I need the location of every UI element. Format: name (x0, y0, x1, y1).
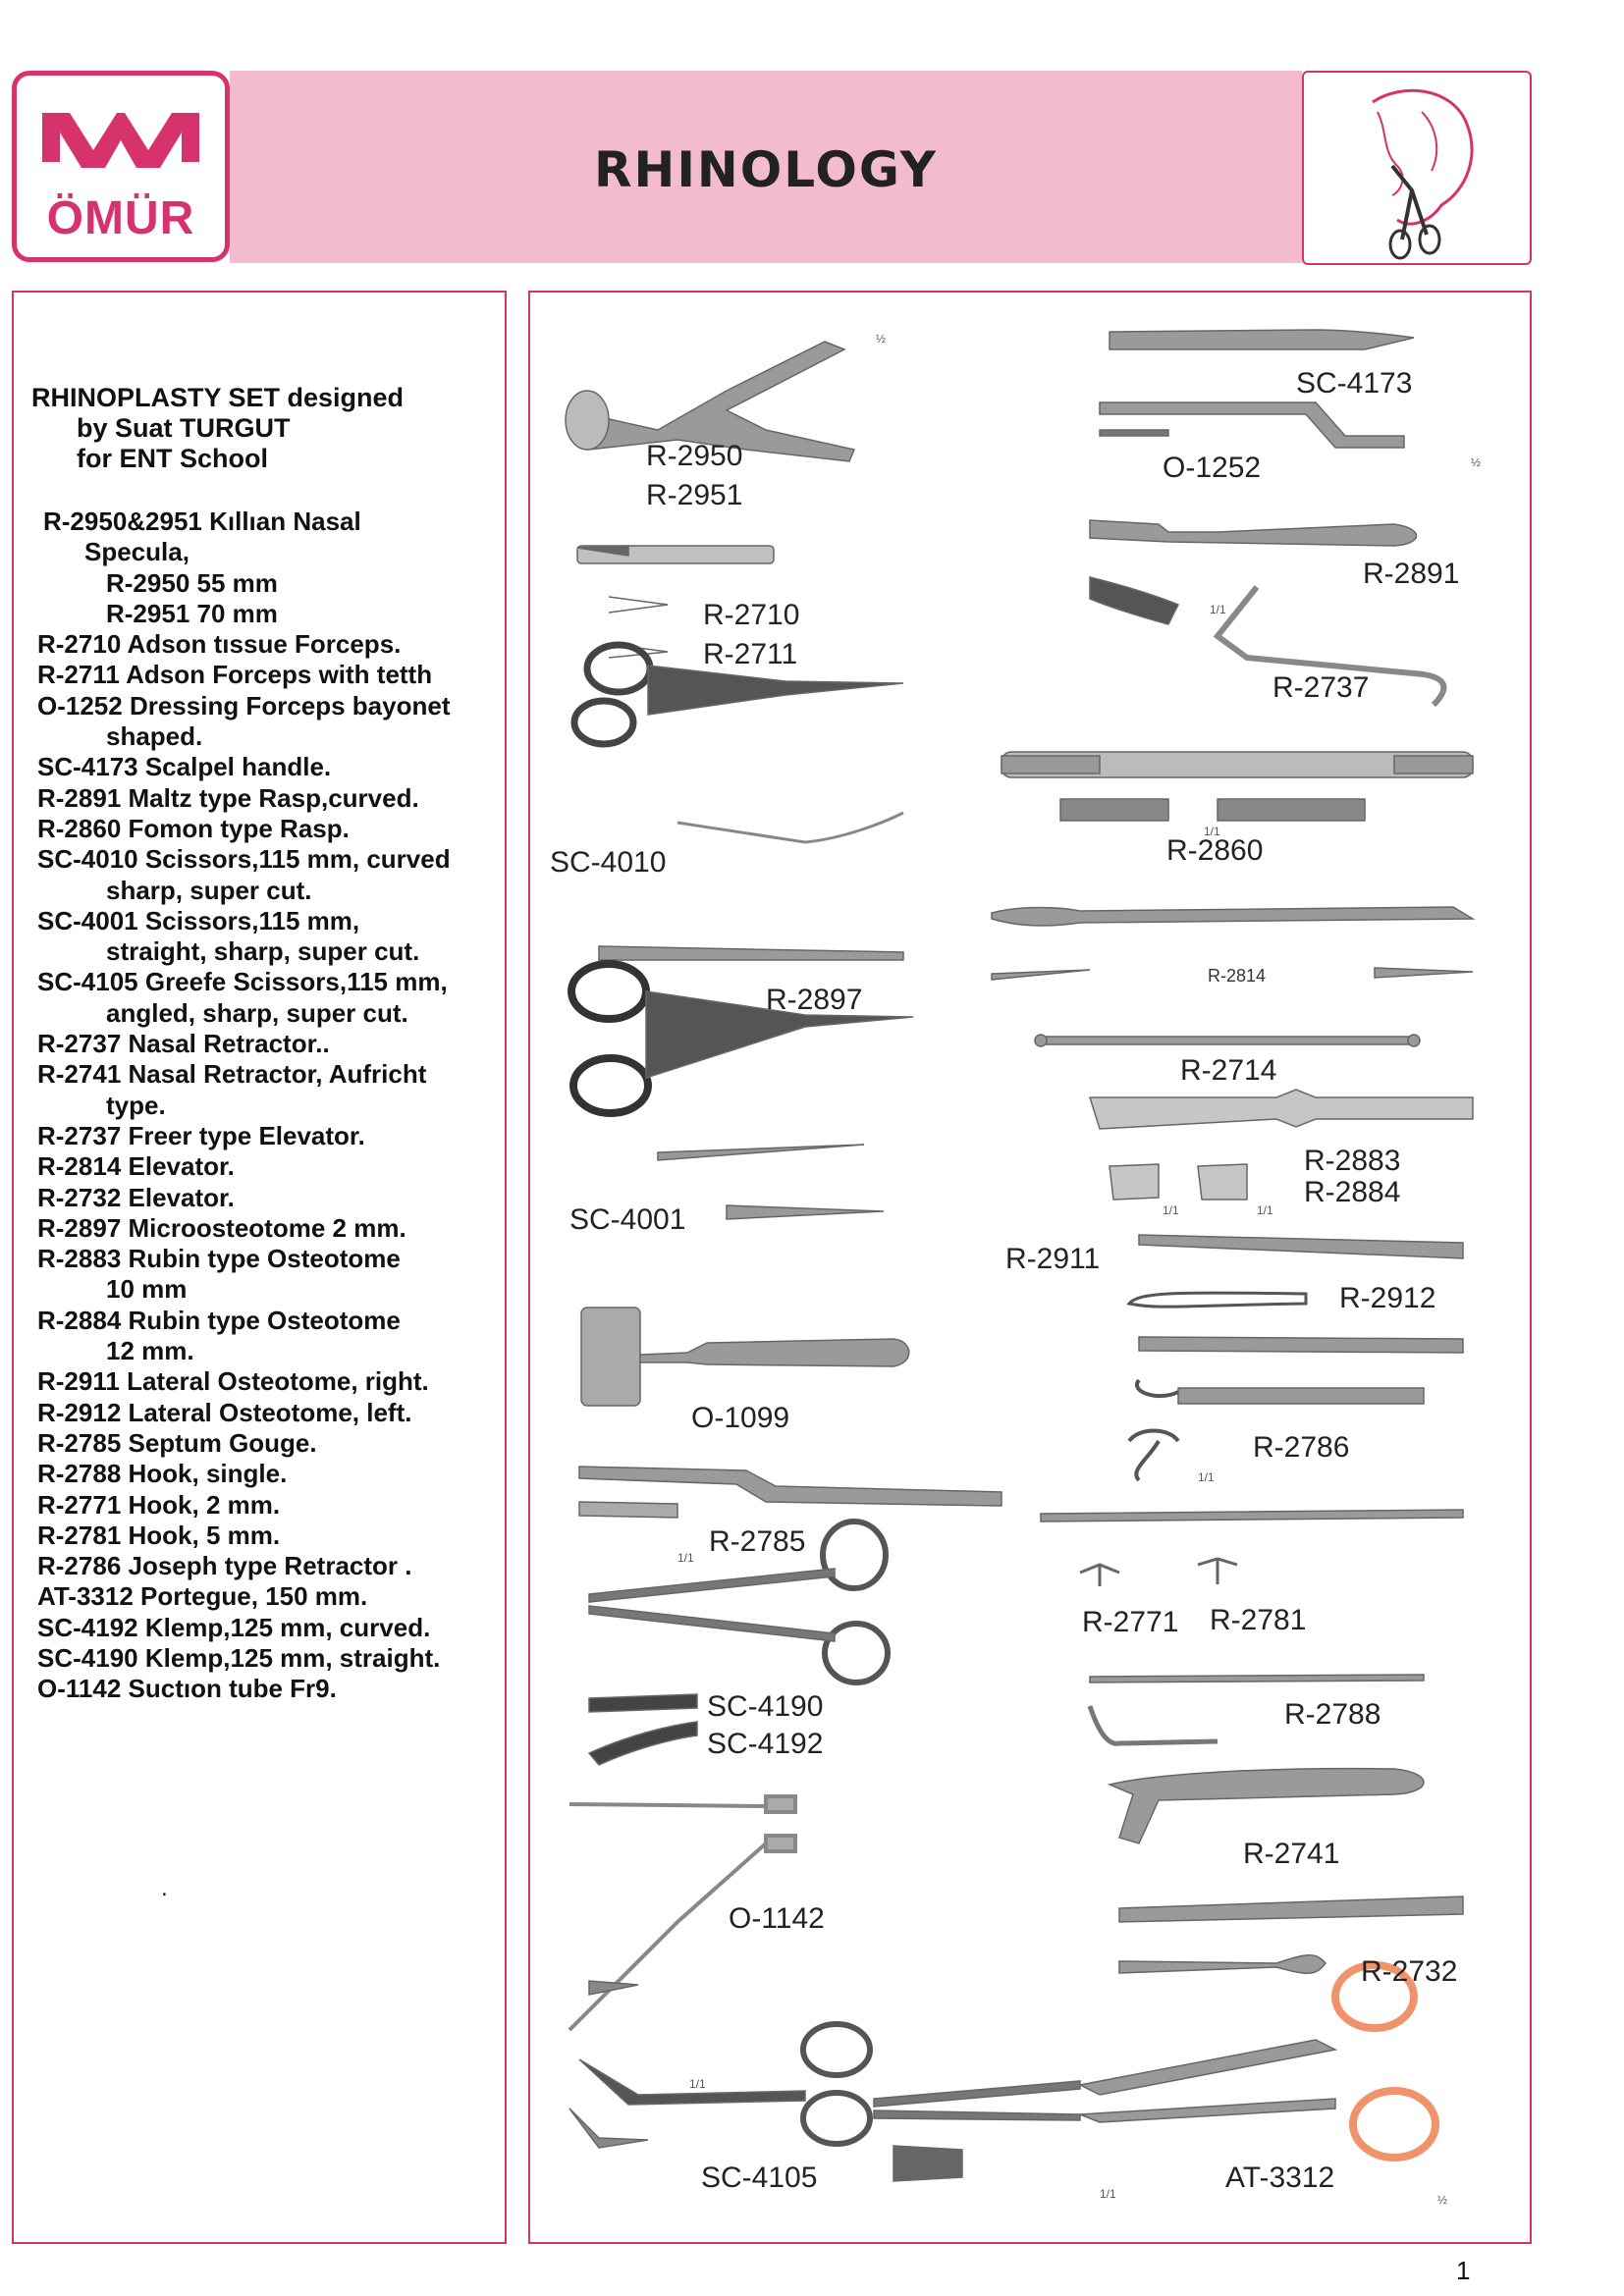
instrument-list-item: straight, sharp, super cut. (106, 936, 420, 967)
logo-m-mark-icon (34, 93, 207, 191)
hooks-image (1041, 1510, 1463, 1586)
scale-mark: ½ (1471, 455, 1482, 469)
instrument-list-item: R-2911 Lateral Osteotome, right. (37, 1366, 429, 1397)
label-r2785: R-2785 (709, 1525, 806, 1558)
instrument-list-item: R-2897 Microosteotome 2 mm. (37, 1212, 406, 1243)
needle-holder-image (874, 1965, 1435, 2181)
instrument-list-item: R-2950 55 mm (106, 567, 278, 598)
scale-mark: 1/1 (1100, 2187, 1116, 2201)
instrument-list-item: R-2860 Fomon type Rasp. (37, 813, 350, 843)
instrument-list (37, 507, 499, 1705)
microosteotome-image (599, 946, 903, 960)
scalpel-handle-image (1110, 330, 1414, 349)
scale-mark: ½ (1437, 2193, 1448, 2207)
label-sc4105: SC-4105 (701, 2162, 818, 2194)
angled-scissors-image (569, 1981, 870, 2148)
instrument-list-item: sharp, super cut. (106, 875, 312, 905)
instrument-list-item: R-2771 Hook, 2 mm. (37, 1489, 281, 1520)
label-sc4010: SC-4010 (550, 846, 667, 879)
label-sc4190: SC-4190 (707, 1690, 824, 1723)
joseph-retractor-image (1129, 1380, 1424, 1480)
instrument-list-item: R-2912 Lateral Osteotome, left. (37, 1397, 412, 1427)
scale-mark: ½ (876, 332, 887, 346)
instrument-catalog-panel (528, 291, 1532, 2244)
instrument-list-item: SC-4001 Scissors,115 mm, (37, 905, 360, 935)
label-r2950: R-2950 (646, 440, 743, 472)
mallet-image (581, 1308, 909, 1406)
instrument-list-item: R-2884 Rubin type Osteotome (37, 1305, 401, 1335)
label-sc4173: SC-4173 (1296, 367, 1413, 400)
instrument-list-item: SC-4010 Scissors,115 mm, curved (37, 844, 451, 875)
scale-mark: 1/1 (689, 2077, 706, 2091)
label-r2732: R-2732 (1361, 1955, 1458, 1988)
instrument-list-item: O-1252 Dressing Forceps bayonet (37, 690, 451, 721)
label-r2883: R-2883 (1304, 1145, 1401, 1177)
instrument-list-item: 10 mm (106, 1274, 188, 1305)
logo-text: ÖMÜR (46, 192, 195, 244)
curved-scissors-image (574, 645, 903, 842)
label-r2786: R-2786 (1253, 1431, 1350, 1464)
instrument-list-item: R-2741 Nasal Retractor, Aufricht (37, 1059, 427, 1090)
header-band (230, 71, 1302, 263)
instrument-list-item: SC-4105 Greefe Scissors,115 mm, (37, 967, 448, 997)
instrument-list-item: SC-4190 Klemp,125 mm, straight. (37, 1642, 441, 1673)
label-r2814: R-2814 (1208, 966, 1267, 986)
set-title (31, 383, 404, 474)
instrument-list-item: R-2711 Adson Forceps with tetth (37, 660, 433, 690)
septum-gouge-image (579, 1467, 1001, 1518)
set-title-line: for ENT School (77, 444, 268, 473)
label-r2771: R-2771 (1082, 1606, 1179, 1638)
label-o1142: O-1142 (729, 1902, 825, 1935)
rubin-osteotome-image (1090, 1090, 1473, 1200)
scale-mark: 1/1 (1210, 603, 1226, 616)
description-panel (12, 291, 507, 2244)
instrument-list-item: 12 mm. (106, 1336, 194, 1366)
elevator-r2714-image (1035, 1035, 1420, 1046)
scale-mark: 1/1 (1198, 1470, 1215, 1484)
label-r2911: R-2911 (1005, 1243, 1101, 1275)
instrument-list-item: R-2951 70 mm (106, 598, 278, 628)
label-sc4192: SC-4192 (707, 1728, 824, 1760)
instrument-list-item: R-2710 Adson tıssue Forceps. (37, 629, 402, 660)
instrument-list-item: SC-4173 Scalpel handle. (37, 752, 332, 782)
instrument-list-item: R-2737 Nasal Retractor.. (37, 1029, 330, 1059)
fomon-rasp-image (1001, 752, 1473, 821)
instrument-list-item: R-2781 Hook, 5 mm. (37, 1520, 281, 1550)
header-thumbnail (1302, 71, 1532, 265)
page-title: RHINOLOGY (593, 141, 939, 198)
label-r2891: R-2891 (1363, 558, 1460, 590)
instrument-list-item: SC-4192 Klemp,125 mm, curved. (37, 1612, 431, 1642)
label-r2884: R-2884 (1304, 1176, 1401, 1208)
label-r2714: R-2714 (1180, 1054, 1277, 1087)
label-r2788: R-2788 (1284, 1698, 1381, 1731)
set-title-line: by Suat TURGUT (77, 413, 291, 443)
label-r2951: R-2951 (646, 479, 743, 511)
instrument-list-item: R-2737 Freer type Elevator. (37, 1120, 365, 1150)
bayonet-forceps-image (1100, 402, 1404, 448)
label-sc4001: SC-4001 (569, 1203, 686, 1236)
label-r2741: R-2741 (1243, 1838, 1340, 1870)
aufricht-retractor-image (1110, 1769, 1424, 1843)
label-r2860: R-2860 (1166, 834, 1264, 867)
label-r2711: R-2711 (703, 638, 798, 670)
label-r2897: R-2897 (766, 984, 863, 1016)
instrument-list-item: R-2785 Septum Gouge. (37, 1427, 317, 1458)
scale-mark: 1/1 (1163, 1203, 1179, 1217)
instrument-list-item: type. (106, 1090, 166, 1120)
set-title-line: RHINOPLASTY SET designed (31, 383, 405, 412)
label-o1252: O-1252 (1163, 452, 1262, 484)
face-speculum-illustration-icon (1304, 73, 1530, 263)
instrument-list-item: R-2732 Elevator. (37, 1182, 235, 1212)
label-at3312: AT-3312 (1225, 2162, 1335, 2194)
scale-mark: 1/1 (1257, 1203, 1273, 1217)
omur-logo (12, 71, 230, 262)
label-r2781: R-2781 (1210, 1604, 1307, 1636)
scale-mark: 1/1 (677, 1551, 694, 1565)
instrument-list-item: Specula, (84, 537, 189, 567)
instrument-list-item: R-2786 Joseph type Retractor . (37, 1551, 412, 1581)
scale-mark: 1/1 (1204, 825, 1220, 838)
instrument-list-item: R-2883 Rubin type Osteotome (37, 1244, 401, 1274)
label-r2710: R-2710 (703, 599, 800, 631)
instrument-list-item: O-1142 Suctıon tube Fr9. (37, 1674, 337, 1704)
instrument-list-item: R-2950&2951 Kıllıan Nasal (43, 507, 361, 536)
label-r2912: R-2912 (1339, 1282, 1436, 1314)
label-r2737: R-2737 (1272, 671, 1370, 704)
label-o1099: O-1099 (691, 1402, 790, 1434)
page-number: 1 (1456, 2256, 1471, 2285)
instrument-list-item: AT-3312 Portegue, 150 mm. (37, 1581, 368, 1612)
instrument-list-item: R-2788 Hook, single. (37, 1459, 288, 1489)
instrument-list-item: angled, sharp, super cut. (106, 997, 408, 1028)
instrument-list-item: R-2891 Maltz type Rasp,curved. (37, 782, 419, 813)
instrument-list-item: shaped. (106, 721, 203, 752)
stray-dot: . (161, 1875, 168, 1901)
instrument-list-item: R-2814 Elevator. (37, 1151, 235, 1182)
